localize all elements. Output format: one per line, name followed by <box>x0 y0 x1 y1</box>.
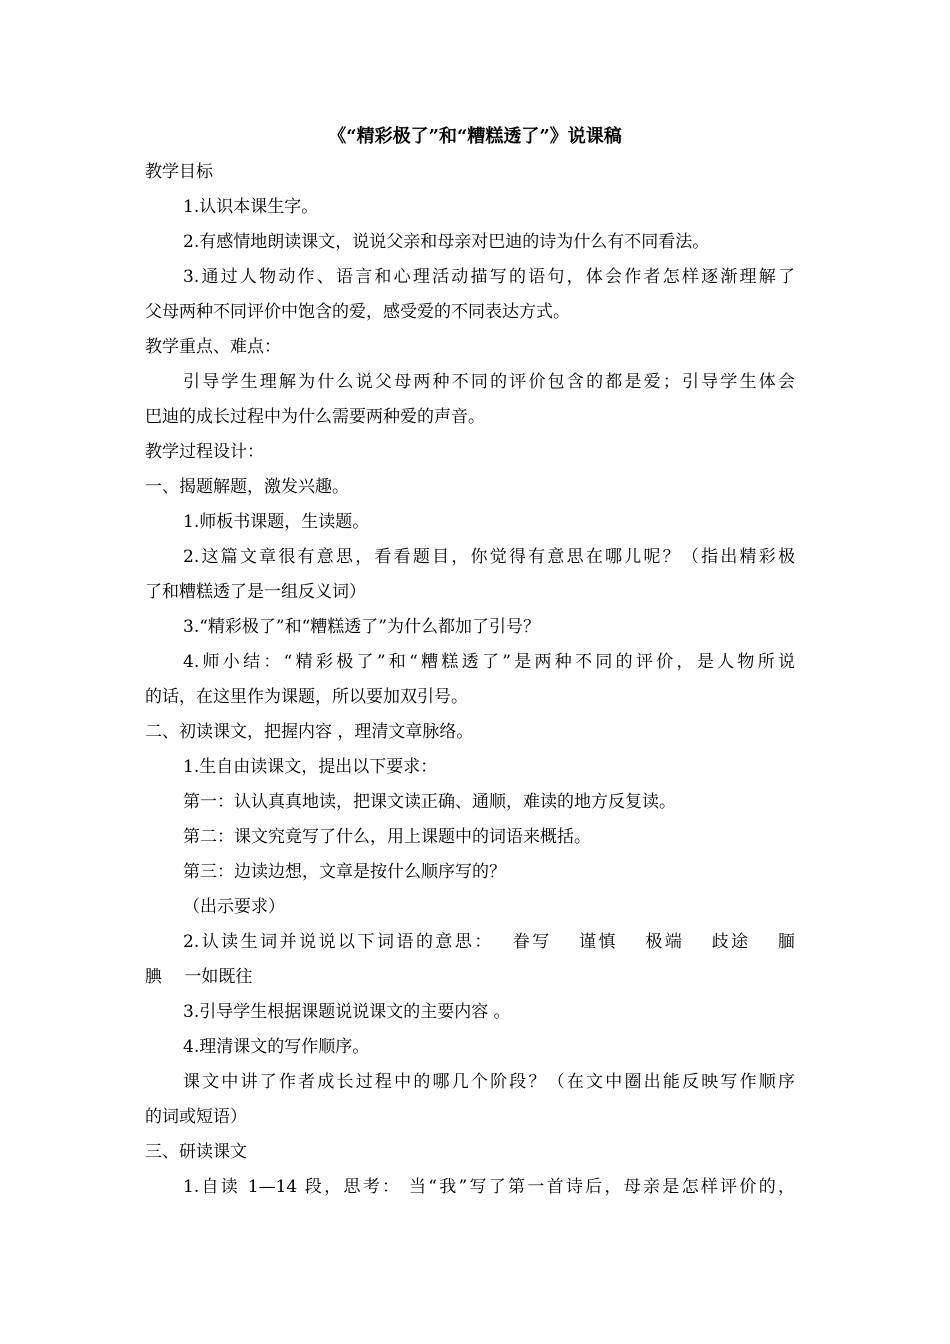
paragraph-cont: 巴迪的成长过程中为什么需要两种爱的声音。 <box>145 407 485 427</box>
paragraph: 课文中讲了作者成长过程中的哪几个阶段？（在文中圈出能反映写作顺序 <box>183 1072 795 1092</box>
paragraph: 引导学生理解为什么说父母两种不同的评价包含的都是爱；引导学生体会 <box>183 372 795 392</box>
objective-3: 3.通过人物动作、语言和心理活动描写的语句，体会作者怎样逐渐理解了 <box>183 267 795 287</box>
list-item: 3.“精彩极了”和“糟糕透了”为什么都加了引号？ <box>183 617 540 637</box>
list-item-cont: 腆 一如既往 <box>145 967 253 987</box>
objective-1: 1.认识本课生字。 <box>183 197 319 217</box>
requirement-1: 第一：认认真真地读，把课文读正确、通顺，难读的地方反复读。 <box>183 792 676 812</box>
list-item: 2.这篇文章很有意思，看看题目，你觉得有意思在哪儿呢？（指出精彩极 <box>183 547 795 567</box>
list-item: 1.师板书课题，生读题。 <box>183 512 370 532</box>
list-item: 1.生自由读课文，提出以下要求： <box>183 757 438 777</box>
list-item-cont: 的话，在这里作为课题，所以要加双引号。 <box>145 687 468 707</box>
part-heading-3: 三、研读课文 <box>145 1142 247 1162</box>
list-item: 4.理清课文的写作顺序。 <box>183 1037 370 1057</box>
list-item: 4.师小结：“精彩极了”和“糟糕透了”是两种不同的评价，是人物所说 <box>183 652 795 672</box>
section-heading: 教学过程设计： <box>145 442 264 462</box>
list-item-cont: 了和糟糕透了是一组反义词） <box>145 582 366 602</box>
list-item: 3.引导学生根据课题说说课文的主要内容 。 <box>183 1002 511 1022</box>
objective-2: 2.有感情地朗读课文，说说父亲和母亲对巴迪的诗为什么有不同看法。 <box>183 232 710 252</box>
requirement-3: 第三：边读边想，文章是按什么顺序写的？ <box>183 862 506 882</box>
section-heading: 教学目标 <box>145 162 213 182</box>
section-heading: 教学重点、难点： <box>145 337 281 357</box>
part-heading-1: 一、揭题解题，激发兴趣。 <box>145 477 349 497</box>
requirement-2: 第二：课文究竟写了什么，用上课题中的词语来概括。 <box>183 827 591 847</box>
objective-3-cont: 父母两种不同评价中饱含的爱，感受爱的不同表达方式。 <box>145 302 570 322</box>
document-title: 《“精彩极了”和“糟糕透了”》说课稿 <box>328 126 622 147</box>
part-heading-2: 二、初读课文，把握内容 ，理清文章脉络。 <box>145 722 474 742</box>
paragraph-cont: 的词或短语） <box>145 1107 247 1127</box>
list-item: 1.自读 1—14 段，思考： 当“我”写了第一首诗后，母亲是怎样评价的， <box>183 1177 795 1197</box>
list-item: 2.认读生词并说说以下词语的意思： 眷写 谨慎 极端 歧途 腼 <box>183 932 795 952</box>
note: （出示要求） <box>183 897 285 917</box>
